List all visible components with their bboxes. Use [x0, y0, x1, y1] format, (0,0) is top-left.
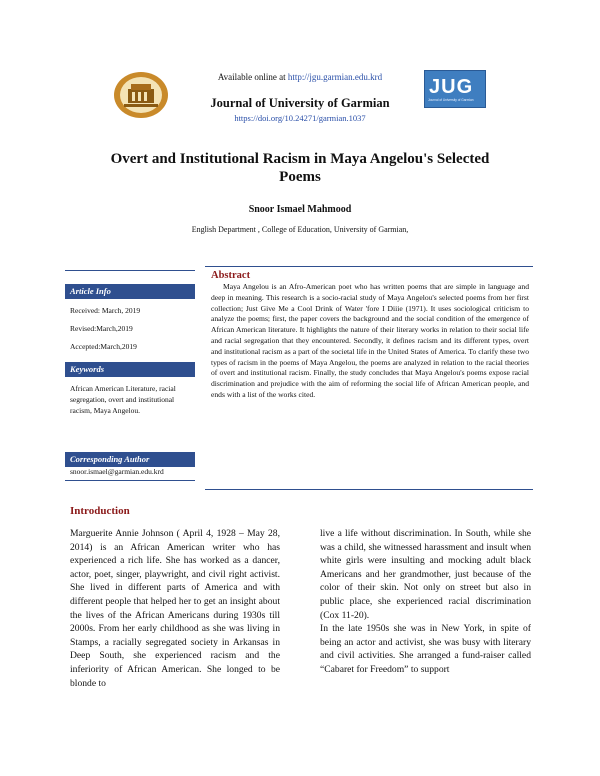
revised-date: Revised:March,2019 — [70, 324, 133, 333]
jug-logo-subtitle: Journal of University of Garmian — [428, 98, 474, 102]
keywords-heading: Keywords — [65, 362, 195, 377]
abstract-heading: Abstract — [211, 270, 251, 281]
corresponding-email: snoor.ismael@garmian.edu.krd — [70, 467, 164, 476]
article-info-heading: Article Info — [65, 284, 195, 299]
abstract-paragraph: Maya Angelou is an Afro-American poet who has written poems that are simple in language and deep in meaning. This research is a socio-racial study of Maya Angelou's selected poems from her first collection; Just Give Me a Cool Drink of Water 'fore I Diiie (1971). It uses sociological criticism to analyze the poems; first, the paper covers the background and the social condition of the emergence of African American literature. It highlights the nature of their literary works in relation to their social life and racial segregation that they encountered. Secondly, it defines racism and its different types, overt and institutional racism as a part of the societal life in the United States of America. To clarify these two types of racism in the poems of Maya Angelou, the poems are analyzed in relation to the racial theories of overt and institutional racism. Finally, the study concludes that Maya Angelou's poems expose racial discrimination and prejudice with the aim of reforming the social life of African American people, and ends with a list of the works cited. — [211, 282, 529, 399]
availability-line — [0, 72, 600, 82]
intro-left-column — [70, 527, 280, 690]
author-name: Snoor Ismael Mahmood — [248, 204, 352, 215]
introduction-heading: Introduction — [70, 505, 130, 517]
sidebar-bottom-rule — [65, 480, 195, 481]
author-affiliation: English Department , College of Education, University of Garmian, — [191, 225, 409, 234]
corresponding-author-heading: Corresponding Author — [65, 452, 195, 467]
accepted-date: Accepted:March,2019 — [70, 342, 137, 351]
journal-url-link[interactable]: http://jgu.garmian.edu.krd — [287, 72, 383, 82]
jug-logo-text: JUG — [429, 76, 474, 98]
sidebar-top-rule — [65, 270, 195, 271]
intro-left-paragraph: Marguerite Annie Johnson ( April 4, 1928 – May 28, 2014) is an African American writer who has experienced a rich life. She has worked as a dancer, actor, poet, singer, playwright, and civil right activist. She lived in different parts of America and with different people that helped her to get an insight about the lives of the African Americans during 1930s till 2000s. From her early childhood as she was living in Stamps, a racially segregated society in Arkansas in Deep South, she experienced racism and the inferiority of African American. She longed to be blonde to — [70, 528, 280, 689]
abstract-bottom-rule — [205, 489, 533, 490]
keywords-list: African American Literature, racial segregation, overt and institutional racism, Maya Angelou. — [70, 384, 176, 415]
available-prefix: Available online at — [217, 72, 288, 82]
abstract-body — [211, 282, 529, 401]
abstract-top-rule — [205, 266, 533, 267]
doi-link[interactable]: https://doi.org/10.24271/garmian.1037 — [234, 113, 366, 123]
journal-title: Journal of University of Garmian — [210, 96, 390, 110]
intro-right-paragraph-2: In the late 1950s she was in New York, in spite of being an actor and activist, she was busy with literary and civil activities. She arranged a fund-raiser called “Cabaret for Freedom” to support — [320, 623, 531, 675]
received-date: Received: March, 2019 — [70, 306, 141, 315]
intro-right-paragraph-1: live a life without discrimination. In South, while she was a child, she witnessed harassment and insult when white girls were insulting and mocking adult black Americans and her grandmother, just because of the color of their skin. Not only on street but also in public place, she experienced racial discrimination (Cox 11-20). — [320, 528, 531, 621]
paper-title: Overt and Institutional Racism in Maya Angelou's Selected Poems — [110, 151, 490, 185]
intro-right-column — [320, 527, 531, 677]
